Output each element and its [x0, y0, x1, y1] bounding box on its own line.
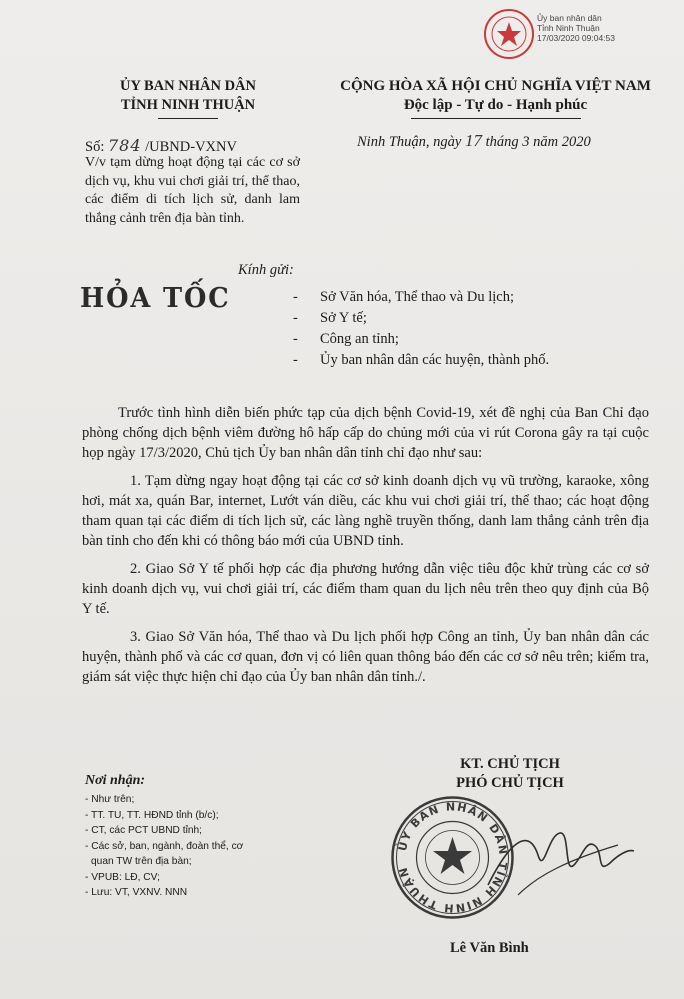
distribution-list	[85, 792, 285, 901]
distribution-item: - VPUB: LĐ, CV;	[85, 871, 160, 883]
recipient-text: Công an tỉnh;	[320, 331, 399, 347]
doc-number-handwritten: 784	[107, 136, 142, 155]
distribution-item: - Lưu: VT, VXNV. NNN	[85, 887, 188, 898]
digital-stamp-text	[537, 13, 615, 43]
distribution-title: Nơi nhận:	[85, 773, 146, 788]
document-number	[85, 136, 237, 156]
recipient-list	[293, 287, 549, 371]
recipient-item: - Sở Văn hóa, Thể thao và Du lịch;	[293, 289, 514, 305]
handwritten-signature-icon	[478, 805, 638, 905]
date-prefix: Ninh Thuận, ngày	[357, 134, 462, 150]
doc-number-prefix: Số:	[85, 139, 105, 155]
body-item-1: 1. Tạm dừng ngay hoạt động tại các cơ sở kinh doanh dịch vụ vũ trường, karaoke, xông hơi, mát xa, quán Bar, internet, Lướt ván diều, các khu vui chơi giải trí, thể thao; các hoạt động tham quan tại các điểm di tích lịch sử, các làng nghề truyền thống, danh lam thắng cảnh trên địa bàn tỉnh cho đến khi có thông báo mới của UBND tỉnh.	[82, 473, 649, 549]
seal-text: ỦY BAN NHÂN DÂN TỈNH NINH THUẬN	[395, 800, 510, 915]
motto-underline	[411, 118, 581, 119]
distribution-item: quan TW trên địa bàn;	[91, 856, 192, 867]
recipient-item: - Sở Y tế;	[293, 310, 367, 326]
addressing-label: Kính gửi:	[238, 262, 294, 278]
digital-signature-seal-icon	[483, 8, 535, 60]
signature-line2: PHÓ CHỦ TỊCH	[456, 775, 564, 791]
digital-stamp-line3: 17/03/2020 09:04:53	[537, 33, 615, 43]
motto: Độc lập - Tự do - Hạnh phúc	[403, 97, 588, 113]
recipient-item: - Công an tỉnh;	[293, 331, 399, 347]
body-item-2: 2. Giao Sở Y tế phối hợp các địa phương hướng dẫn việc tiêu độc khử trùng các cơ sở kinh doanh dịch vụ, vui chơi giải trí, các điểm tham quan du lịch nêu trên theo quy định của Bộ Y tế.	[82, 561, 649, 617]
body-intro: Trước tình hình diễn biến phức tạp của dịch bệnh Covid-19, xét đề nghị của Ban Chỉ đạo phòng chống dịch bệnh viêm đường hô hấp cấp do chủng mới của vi rút Corona gây ra tại cuộc họp ngày 17/3/2020, Chủ tịch Ủy ban nhân dân tỉnh chỉ đạo như sau:	[82, 405, 649, 461]
authority-line2: TỈNH NINH THUẬN	[120, 97, 256, 113]
distribution-item: - Các sở, ban, ngành, đoàn thể, cơ	[85, 840, 244, 852]
document-subject: V/v tạm dừng hoạt động tại các cơ sở dịch vụ, khu vui chơi giải trí, thể thao, các điểm di tích lịch sử, danh lam thắng cảnh trên địa bàn tỉnh.	[85, 155, 300, 226]
document-body	[82, 403, 649, 695]
distribution-item: - Như trên;	[85, 794, 135, 805]
digital-stamp-line1: Ủy ban nhân dân	[537, 13, 602, 23]
digital-stamp-line2: Tỉnh Ninh Thuận	[537, 23, 600, 33]
recipient-text: Ủy ban nhân dân các huyện, thành phố.	[320, 352, 550, 368]
recipient-item: - Ủy ban nhân dân các huyện, thành phố.	[293, 352, 550, 368]
distribution-item: - TT. TU, TT. HĐND tỉnh (b/c);	[85, 809, 219, 821]
issuing-authority	[78, 77, 298, 119]
country-name: CỘNG HÒA XÃ HỘI CHỦ NGHĨA VIỆT NAM	[340, 78, 651, 94]
authority-line1: ỦY BAN NHÂN DÂN	[119, 78, 256, 94]
signature-title	[405, 755, 615, 793]
body-item-3: 3. Giao Sở Văn hóa, Thể thao và Du lịch phối hợp Công an tỉnh, Ủy ban nhân dân các huyện, thành phố và các cơ quan, đơn vị có liên quan thông báo đến các cơ sở nêu trên; kiểm tra, giám sát việc thực hiện chỉ đạo của Ủy ban nhân dân tỉnh./.	[82, 629, 649, 685]
distribution-item: - CT, các PCT UBND tỉnh;	[85, 825, 202, 836]
signature-line1: KT. CHỦ TỊCH	[460, 756, 560, 772]
date-suffix: tháng 3 năm 2020	[485, 134, 591, 150]
doc-number-suffix: /UBND-VXNV	[145, 139, 237, 155]
signer-name: Lê Văn Bình	[450, 940, 529, 956]
national-motto	[323, 77, 668, 119]
recipient-text: Sở Y tế;	[320, 310, 367, 326]
urgent-stamp: HỎA TỐC	[80, 283, 231, 314]
date-handwritten-day: 17	[464, 131, 482, 150]
recipient-text: Sở Văn hóa, Thể thao và Du lịch;	[320, 289, 514, 305]
authority-underline	[158, 118, 218, 119]
document-date	[357, 131, 591, 151]
